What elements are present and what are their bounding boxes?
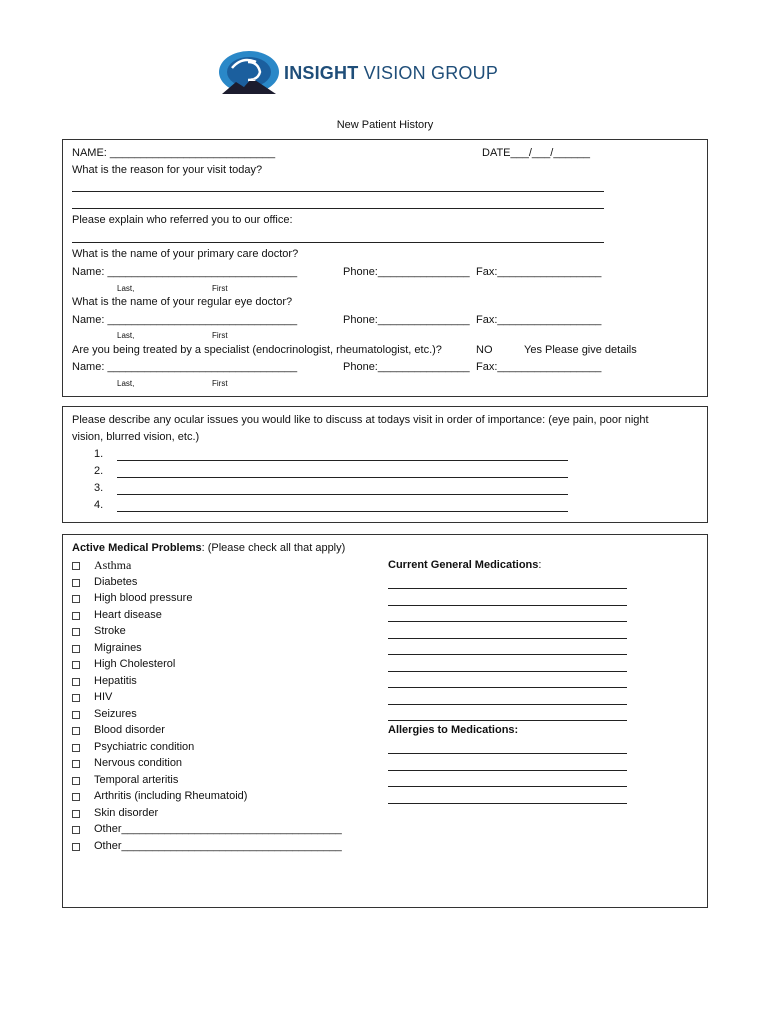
problem-label: Heart disease (94, 609, 162, 621)
logo-eye-mountain-icon (218, 50, 280, 98)
hepatitis-checkbox[interactable] (72, 678, 80, 686)
allergy-line[interactable] (388, 803, 627, 804)
problem-label: Nervous condition (94, 757, 183, 769)
hiv-checkbox[interactable] (72, 694, 80, 702)
pcp-name-field[interactable]: Name: _______________________________ (72, 266, 298, 278)
eye-doctor-first-label: First (212, 331, 228, 340)
heart-disease-checkbox[interactable] (72, 612, 80, 620)
allergy-line[interactable] (388, 770, 627, 771)
specialist-name-field[interactable]: Name: _______________________________ (72, 361, 298, 373)
problem-label: Hepatitis (94, 675, 137, 687)
allergies-heading: Allergies to Medications: (388, 724, 519, 736)
medication-line[interactable] (388, 638, 627, 639)
reason-line-2[interactable] (72, 208, 604, 209)
referred-question: Please explain who referred you to our office: (72, 214, 293, 226)
stroke-checkbox[interactable] (72, 628, 80, 636)
medication-line[interactable] (388, 588, 627, 589)
medication-line[interactable] (388, 704, 627, 705)
problem-label: Seizures (94, 708, 137, 720)
ocular-item-line[interactable] (117, 460, 568, 461)
medication-line[interactable] (388, 687, 627, 688)
reason-line-1[interactable] (72, 191, 604, 192)
problem-label: Psychiatric condition (94, 741, 195, 753)
ocular-prompt-line-2: vision, blurred vision, etc.) (72, 431, 200, 443)
skin-disorder-checkbox[interactable] (72, 810, 80, 818)
reason-question: What is the reason for your visit today? (72, 164, 263, 176)
eye-doctor-phone-field[interactable]: Phone:_______________ (343, 314, 470, 326)
specialist-fax-field[interactable]: Fax:_________________ (476, 361, 602, 373)
ocular-item-number: 2. (94, 465, 104, 477)
blood-disorder-checkbox[interactable] (72, 727, 80, 735)
medication-line[interactable] (388, 605, 627, 606)
other-checkbox-2[interactable] (72, 843, 80, 851)
problem-label: Migraines (94, 642, 142, 654)
problem-label: Diabetes (94, 576, 138, 588)
problem-label: Temporal arteritis (94, 774, 179, 786)
active-problems-heading-row (72, 542, 345, 554)
temporal-arteritis-checkbox[interactable] (72, 777, 80, 785)
ocular-prompt-line-1: Please describe any ocular issues you would like to discuss at todays visit in order of importance: (eye pain, poor night (72, 414, 649, 426)
problem-label: High Cholesterol (94, 658, 176, 670)
medications-colon: : (538, 559, 542, 571)
problem-label: Stroke (94, 625, 126, 637)
eye-doctor-name-field[interactable]: Name: _______________________________ (72, 314, 298, 326)
referred-line[interactable] (72, 242, 604, 243)
medications-heading-row (388, 559, 541, 571)
high-cholesterol-checkbox[interactable] (72, 661, 80, 669)
asthma-checkbox[interactable] (72, 562, 80, 570)
migraines-checkbox[interactable] (72, 645, 80, 653)
brand-name (284, 63, 498, 84)
high-blood-pressure-checkbox[interactable] (72, 595, 80, 603)
problem-label: Asthma (94, 558, 132, 572)
pcp-last-label: Last, (117, 284, 135, 293)
pcp-first-label: First (212, 284, 228, 293)
pcp-fax-field[interactable]: Fax:_________________ (476, 266, 602, 278)
date-label[interactable]: DATE___/___/______ (482, 147, 591, 159)
specialist-last-label: Last, (117, 379, 135, 388)
other-field-1[interactable]: Other____________________________________ (94, 823, 342, 835)
brand-bold: INSIGHT (284, 63, 359, 83)
nervous-condition-checkbox[interactable] (72, 760, 80, 768)
eye-doctor-question: What is the name of your regular eye doctor? (72, 296, 293, 308)
medication-line[interactable] (388, 720, 627, 721)
ocular-item-number: 4. (94, 499, 104, 511)
pcp-phone-field[interactable]: Phone:_______________ (343, 266, 470, 278)
arthritis-checkbox[interactable] (72, 793, 80, 801)
medication-line[interactable] (388, 671, 627, 672)
eye-doctor-last-label: Last, (117, 331, 135, 340)
problem-label: High blood pressure (94, 592, 193, 604)
form-title: New Patient History (336, 119, 434, 131)
psychiatric-condition-checkbox[interactable] (72, 744, 80, 752)
diabetes-checkbox[interactable] (72, 579, 80, 587)
specialist-phone-field[interactable]: Phone:_______________ (343, 361, 470, 373)
specialist-no-option[interactable]: NO (476, 344, 493, 356)
specialist-question: Are you being treated by a specialist (endocrinologist, rheumatologist, etc.)? (72, 344, 442, 356)
ocular-item-number: 1. (94, 448, 104, 460)
name-label[interactable]: NAME: ___________________________ (72, 147, 276, 159)
problem-label: Blood disorder (94, 724, 165, 736)
eye-doctor-fax-field[interactable]: Fax:_________________ (476, 314, 602, 326)
ocular-item-line[interactable] (117, 477, 568, 478)
pcp-question: What is the name of your primary care doctor? (72, 248, 299, 260)
ocular-item-line[interactable] (117, 511, 568, 512)
medications-heading: Current General Medications (388, 559, 539, 571)
ocular-item-line[interactable] (117, 494, 568, 495)
medication-line[interactable] (388, 654, 627, 655)
allergy-line[interactable] (388, 753, 627, 754)
other-checkbox-1[interactable] (72, 826, 80, 834)
ocular-item-number: 3. (94, 482, 104, 494)
problem-label: Arthritis (including Rheumatoid) (94, 790, 248, 802)
specialist-yes-option[interactable]: Yes Please give details (524, 344, 637, 356)
problem-label: HIV (94, 691, 113, 703)
insight-vision-group-logo (218, 50, 508, 98)
medication-line[interactable] (388, 621, 627, 622)
problem-label: Skin disorder (94, 807, 159, 819)
seizures-checkbox[interactable] (72, 711, 80, 719)
brand-light: VISION GROUP (358, 63, 499, 83)
active-problems-note: : (Please check all that apply) (201, 542, 346, 554)
allergy-line[interactable] (388, 786, 627, 787)
active-problems-heading: Active Medical Problems (72, 542, 202, 554)
other-field-2[interactable]: Other____________________________________ (94, 840, 342, 852)
specialist-first-label: First (212, 379, 228, 388)
